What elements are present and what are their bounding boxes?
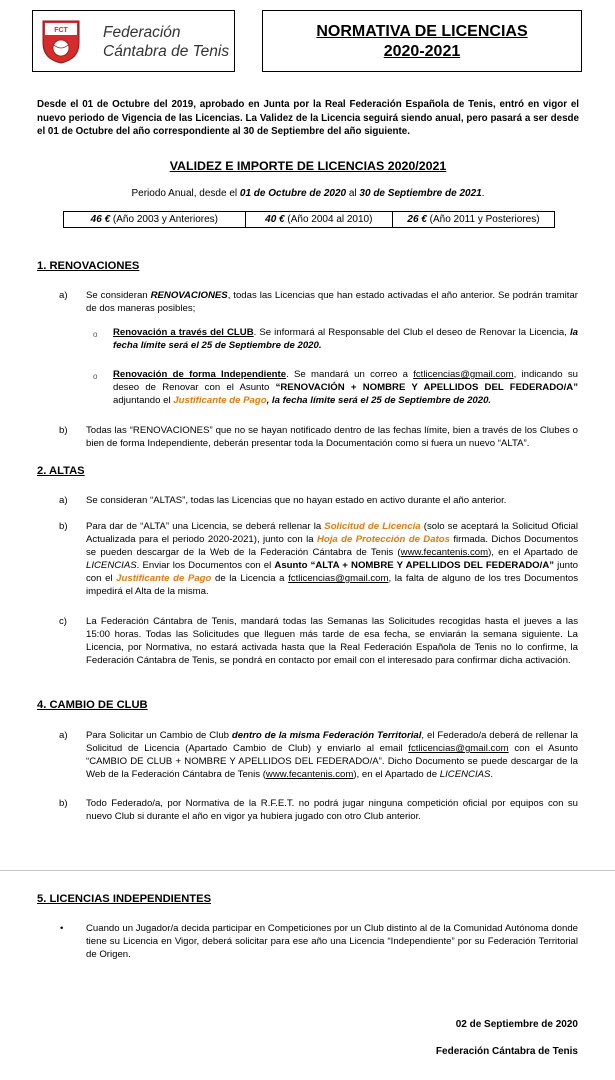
signature-date: 02 de Septiembre de 2020 <box>455 1019 578 1030</box>
list-marker: c) <box>59 616 67 627</box>
title-line-1: NORMATIVA DE LICENCIAS <box>316 23 528 40</box>
text: . Se informará al Responsable del Club el deseo de Renovar la Licencia, <box>253 327 570 338</box>
document-title <box>262 10 582 72</box>
signature-org: Federación Cántabra de Tenis <box>435 1046 578 1057</box>
solicitud-highlight: Solicitud de Licencia <box>324 521 421 532</box>
bullet: • <box>60 923 64 934</box>
cambio-a <box>86 729 578 781</box>
email-link[interactable]: fctlicencias@gmail.com <box>408 743 509 754</box>
altas-a: Se consideran “ALTAS”, todas las Licencias que no hayan estado en activo durante el año anterior. <box>86 495 507 506</box>
periodo-end: 30 de Septiembre de 2021 <box>359 188 482 199</box>
text: junto con el <box>86 560 578 584</box>
page-break-divider <box>0 870 615 871</box>
subject: Asunto “ALTA + NOMBRE Y APELLIDOS DEL FEDERADO/A” <box>274 560 555 571</box>
periodo-start: 01 de Octubre de 2020 <box>239 188 347 199</box>
periodo-mid: al <box>346 188 360 199</box>
text: ), en el Apartado de <box>488 547 578 558</box>
federation-crest-icon <box>41 17 81 65</box>
section-heading-independientes: 5. LICENCIAS INDEPENDIENTES <box>37 893 212 905</box>
section-heading-altas: 2. ALTAS <box>37 465 85 477</box>
email-link[interactable]: fctlicencias@gmail.com <box>413 369 514 380</box>
list-marker: a) <box>59 495 68 506</box>
text: firmada. Dichos Documentos se pueden descargar de la Web de la Federación Cántabra de Tenis ( <box>86 534 579 558</box>
list-marker: b) <box>59 425 68 436</box>
justificante-highlight: Justificante de Pago <box>173 395 267 406</box>
text: , el Federado/a deberá de rellenar la Solicitud de Licencia (Apartado Cambio de Club) y enviarlo al email <box>86 730 578 754</box>
option-label: Renovación a través del CLUB <box>113 327 254 338</box>
text: , indicando su deseo de Renovar con el Asunto <box>113 369 578 393</box>
svg-text:FCT: FCT <box>54 27 68 34</box>
periodo-prefix: Periodo Anual, desde el <box>131 188 240 199</box>
licencias-term: LICENCIAS <box>439 769 491 780</box>
website-link[interactable]: www.fecantenis.com <box>265 769 354 780</box>
fee-price: 40 € <box>265 214 285 225</box>
fee-price: 46 € <box>90 214 111 225</box>
text: (solo se aceptará la Solicitud Oficial Actualizada para el periodo 2020-2021), junto con la <box>86 521 578 545</box>
altas-c: La Federación Cántabra de Tenis, mandará todas las Semanas las Solicitudes recogidas hasta el jueves a las 15:00 horas. Todas las Solicitudes que lleguen más tarde de esa fecha, se enviarán la semana siguiente. La Licencia, por Normativa, no estará activada hasta que la Real Federación Española de Tenis no lo confirme, la Federación Cántabra de Tenis, se pondrá en contacto por email con el interesado para confirmar dicha activación. <box>86 616 578 666</box>
subject: “RENOVACIÓN + NOMBRE Y APELLIDOS DEL FEDERADO/A” <box>275 382 578 393</box>
text: Se consideran <box>86 290 151 301</box>
text: . <box>490 769 494 780</box>
fees-row <box>64 212 555 228</box>
periodo-suffix: . <box>481 188 485 199</box>
renovaciones-a <box>86 289 578 315</box>
text: de la Licencia a <box>211 573 289 584</box>
text: ), en el Apartado de <box>353 769 440 780</box>
section-heading-cambio: 4. CAMBIO DE CLUB <box>37 699 148 711</box>
logo-text <box>103 23 229 61</box>
intro-paragraph: Desde el 01 de Octubre del 2019, aprobado en Junta por la Real Federación Española de Tenis, entró en vigor el nuevo periodo de Vigencia de las Licencias. La Validez de la Licencia seguirá siendo anual, pero pasará a ser desde el 01 de Octubre del año correspondiente al 30 de Septiembre del año siguiente. <box>37 99 579 138</box>
deadline: , la fecha límite será el 25 de Septiembre de 2020. <box>266 395 492 406</box>
text: . Se mandará un correo a <box>286 369 414 380</box>
fee-desc: (Año 2003 y Anteriores) <box>110 214 218 225</box>
text: Para dar de “ALTA” una Licencia, se deberá rellenar la <box>86 521 325 532</box>
emphasis: dentro de la misma Federación Territorial <box>231 730 422 741</box>
hoja-highlight: Hoja de Protección de Datos <box>316 534 450 545</box>
logo-line-1: Federación <box>103 24 181 41</box>
validez-heading: VALIDEZ E IMPORTE DE LICENCIAS 2020/2021 <box>169 159 447 173</box>
sub-bullet: o <box>93 372 98 381</box>
text: . Enviar los Documentos con el <box>136 560 275 571</box>
list-marker: b) <box>59 798 68 809</box>
text: adjuntando el <box>113 395 174 406</box>
logo-box <box>32 10 235 72</box>
title-line-2: 2020-2021 <box>383 43 461 60</box>
periodo-line <box>37 187 579 200</box>
fee-cell <box>392 212 554 228</box>
text: con el Asunto “CAMBIO DE CLUB + NOMBRE Y APELLIDOS DEL FEDERADO/A”. Dicho Documento se puede descargar de la Web de la Federación Cántabra de Tenis ( <box>86 743 578 780</box>
logo-line-2: Cántabra de Tenis <box>103 43 230 60</box>
deadline: la fecha límite será el 25 de Septiembre de 2020. <box>113 327 578 351</box>
list-marker: a) <box>59 290 68 301</box>
website-link[interactable]: www.fecantenis.com <box>400 547 489 558</box>
renovaciones-independiente <box>113 368 578 407</box>
fee-cell <box>64 212 246 228</box>
sub-bullet: o <box>93 330 98 339</box>
fee-desc: (Año 2004 al 2010) <box>284 214 373 225</box>
licencias-term: LICENCIAS <box>86 560 137 571</box>
fee-price: 26 € <box>407 214 427 225</box>
renovaciones-b: Todas las “RENOVACIONES” que no se hayan notificado dentro de las fechas límite, bien a través de los Clubes o bien de forma Independiente, deberán presentar toda la Documentación como si fuera un nuevo “ALTA”. <box>86 425 578 449</box>
term-renovaciones: RENOVACIONES <box>150 290 228 301</box>
cambio-b: Todo Federado/a, por Normativa de la R.F.E.T. no podrá jugar ninguna competición oficial por equipos con su nuevo Club si durante el año en vigor ya hubiera jugado con otro Club anterior. <box>86 798 578 822</box>
fee-desc: (Año 2011 y Posteriores) <box>426 214 540 225</box>
section-heading-renovaciones: 1. RENOVACIONES <box>37 260 140 272</box>
list-marker: b) <box>59 521 68 532</box>
text: Para Solicitar un Cambio de Club <box>86 730 232 741</box>
justificante-highlight: Justificante de Pago <box>116 573 212 584</box>
renovaciones-club <box>113 326 578 352</box>
fees-table <box>63 211 555 228</box>
altas-b <box>86 520 578 598</box>
email-link[interactable]: fctlicencias@gmail.com <box>288 573 389 584</box>
fee-cell <box>245 212 392 228</box>
option-label: Renovación de forma Independiente <box>113 369 287 380</box>
text: , la falta de alguno de los tres Documentos impedirá el Alta de la misma. <box>86 573 578 597</box>
independientes-text: Cuando un Jugador/a decida participar en Competiciones por un Club distinto al de la Comunidad Autónoma donde tiene su Licencia en Vigor, deberá solicitar para ese año una Licencia “Independiente” por su Federación Territorial de Origen. <box>86 923 578 960</box>
text: , todas las Licencias que han estado activadas el año anterior. Se podrán tramitar de dos maneras posibles; <box>86 290 578 314</box>
list-marker: a) <box>59 730 68 741</box>
